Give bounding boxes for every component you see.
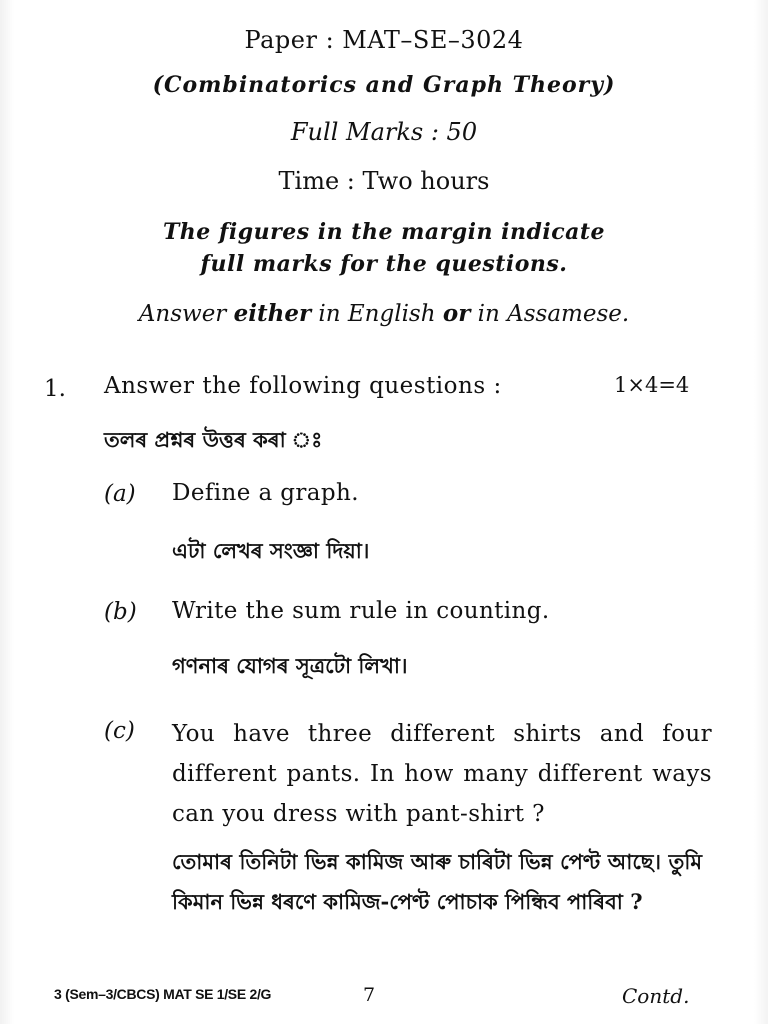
- marks-instruction-line-2: full marks for the questions.: [200, 251, 568, 277]
- full-marks: Full Marks : 50: [290, 118, 478, 146]
- question-number: 1.: [44, 376, 66, 402]
- part-c-assamese: তোমাৰ তিনিটা ভিন্ন কামিজ আৰু চাৰিটা ভিন্ন পেণ্ট আছে। তুমি কিমান ভিন্ন ধৰণে কামিজ-পেণ্ট পোচাক পিন্ধিব পাৰিবা ?: [172, 849, 702, 914]
- lang-text-2: in English: [311, 301, 443, 327]
- marks-instruction: [0, 216, 768, 280]
- lang-either: either: [233, 300, 312, 327]
- lang-text-3: in Assamese.: [470, 301, 630, 327]
- subject-title: (Combinatorics and Graph Theory): [152, 72, 616, 98]
- part-b-label: (b): [104, 599, 137, 625]
- lang-text-1: Answer: [138, 301, 234, 327]
- part-c-text: You have three different shirts and four different pants. In how many different ways can you dress with pant-shirt ?: [172, 721, 712, 827]
- part-b-assamese: গণনাৰ যোগৰ সূত্ৰটো লিখা।: [172, 653, 408, 678]
- footer-page-number: 7: [363, 984, 376, 1006]
- marks-instruction-line-1: The figures in the margin indicate: [162, 219, 606, 245]
- part-c-label: (c): [104, 718, 135, 744]
- footer-course-code: 3 (Sem–3/CBCS) MAT SE 1/SE 2/G: [54, 986, 272, 1002]
- question-text-assamese: তলৰ প্ৰশ্নৰ উত্তৰ কৰা ঃ: [104, 427, 323, 452]
- part-b-text: Write the sum rule in counting.: [172, 598, 550, 624]
- part-a-text: Define a graph.: [172, 480, 359, 506]
- part-a-label: (a): [104, 481, 136, 507]
- question-text: Answer the following questions :: [104, 373, 502, 399]
- paper-code: Paper : MAT–SE–3024: [244, 26, 524, 54]
- part-a-assamese: এটা লেখৰ সংজ্ঞা দিয়া।: [172, 538, 370, 563]
- footer-contd: Contd.: [622, 984, 690, 1008]
- language-instruction: [0, 300, 768, 327]
- time-allowed: Time : Two hours: [278, 167, 490, 195]
- lang-or: or: [442, 300, 471, 327]
- question-marks: 1×4=4: [614, 373, 690, 397]
